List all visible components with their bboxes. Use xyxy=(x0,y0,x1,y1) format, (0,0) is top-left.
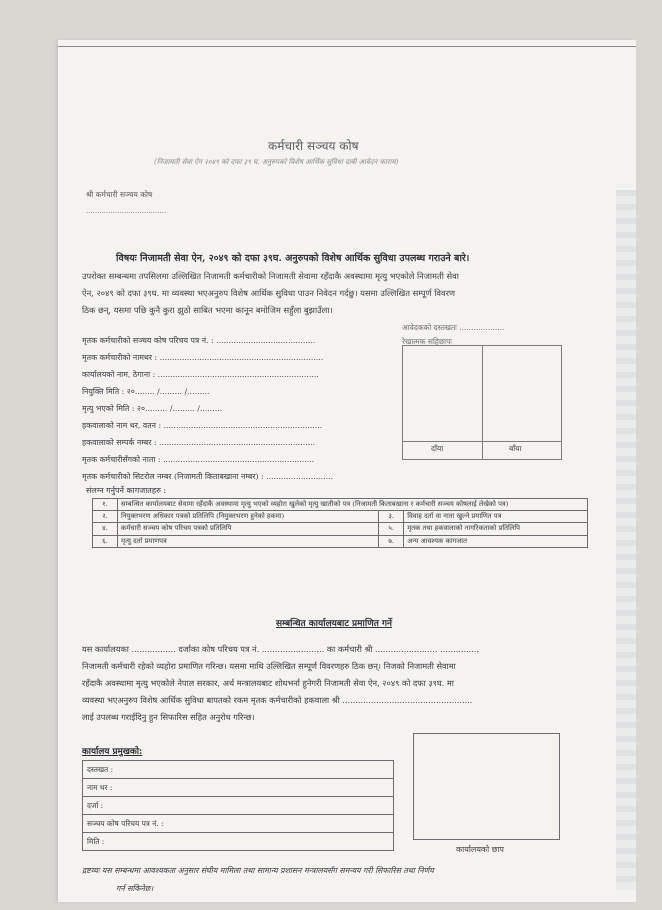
table-row xyxy=(93,499,588,511)
applicant-signature: आवेदकको दस्तखतः ................... xyxy=(402,323,505,332)
certification-line: व्यवस्था भएअनुरुप विशेष आर्थिक सुविधा बापतको रकम मृतक कर्मचारीको हकवाला श्री .................................................. xyxy=(82,695,473,705)
field-fund-id: मृतक कर्मचारीको सञ्चय कोष परिचय पत्र नं. : ........................................ xyxy=(82,336,316,345)
addressee: श्री कर्मचारी सञ्चय कोष xyxy=(86,190,153,199)
field-relation: मृतक कर्मचारीसँगको नाता : ............................................................. xyxy=(82,455,315,464)
doc-text: मृत्यु दर्ता प्रमाणपत्र xyxy=(118,535,379,547)
field-death-date: मृत्यु भएको मिति : २०......... /......... /......... xyxy=(82,404,223,413)
table-row xyxy=(83,761,394,779)
doc-text: मृतक तथा हकवालाको नागरिकताको प्रतिलिपि xyxy=(404,523,588,535)
note-line: गर्न सकिनेछ। xyxy=(116,884,154,893)
doc-text: अन्य आवश्यक कागजात xyxy=(404,535,588,547)
field-heir-contact: हकवालाको सम्पर्क नम्बर : ............................................................... xyxy=(82,438,316,447)
doc-number: २. xyxy=(93,511,118,523)
thumbprint-box xyxy=(402,345,562,460)
attachments-heading: संलग्न गर्नुपर्ने कागजातहरु : xyxy=(86,486,167,495)
form-title: कर्मचारी सञ्चय कोष xyxy=(268,139,359,153)
field-roll-number: मृतक कर्मचारीको सिटरोल नम्बर (निजामती किताबखाना नम्बर) : ........................... xyxy=(82,472,334,481)
table-row xyxy=(83,833,394,851)
doc-text: विवाह दर्ता वा नाता खुल्ने प्रमाणित पत्र xyxy=(404,511,588,523)
office-signature: दस्तखत : xyxy=(83,761,394,779)
doc-number: ३. xyxy=(379,511,404,523)
doc-text: सम्बन्धित कार्यालयबाट सेवामा रहँदाकै अवस्थामा मृत्यु भएको व्यहोरा खुलेको मृत्यु खातीको पत्र (निजामती किताबखाना र कर्मचारी सञ्चय कोषलाई लेखेको पत्र) xyxy=(118,499,588,511)
body-line: ठिक छन्, यसमा पछि कुनै कुरा झुठो साबित भएमा कानून बमोजिम सहुँला बुझाउँला। xyxy=(82,305,333,315)
table-row xyxy=(83,815,394,833)
doc-number: १. xyxy=(93,499,118,511)
thumb-divider xyxy=(482,346,483,459)
doc-number: ६. xyxy=(93,535,118,547)
note-line: द्रष्टव्यः यस सम्बन्धमा आवश्यकता अनुसार संघीय मामिला तथा सामान्य प्रशासन मन्त्रालयसँग समन्वय गरी सिफारिस तथा निर्णय xyxy=(82,866,434,875)
office-name: नाम थर : xyxy=(83,779,394,797)
office-fund-id: सञ्चय कोष परिचय पत्र नं. : xyxy=(83,815,394,833)
table-row xyxy=(93,511,588,523)
thumb-footer-rule xyxy=(403,441,561,442)
field-appointment-date: नियुक्ति मिति : २०........ /......... /......... xyxy=(82,387,210,396)
scan-edge xyxy=(616,190,636,890)
doc-number: ४. xyxy=(93,523,118,535)
office-stamp-label: कार्यालयको छाप xyxy=(456,845,504,854)
body-line: उपरोक्त सम्बन्धमा तपसिलमा उल्लिखित निजामती कर्मचारीको निजामती सेवामा रहँदाकै अवस्थामा मृत्यु भएकोले निजामती सेवा xyxy=(82,271,459,281)
office-head-table xyxy=(82,760,394,851)
certification-title: सम्बन्धित कार्यालयबाट प्रमाणित गर्ने xyxy=(276,619,393,629)
doc-text: नियुक्तभरण अधिकार पत्रको प्रतिलिपि (नियुक्तभरण हुनेको हकमा) xyxy=(118,511,379,523)
certification-line: रहँदाकै अवस्थामा मृत्यु भएकोले नेपाल सरकार, अर्थ मन्त्रालयबाट शोधभर्ना हुनेगरी निजामती सेवा ऐन, २०४९ को दफा ३९घ. मा xyxy=(82,678,454,688)
field-name: मृतक कर्मचारीको नामथर : .................................................................. xyxy=(82,353,324,362)
subject-line: विषयः निजामती सेवा ऐन, २०४९ को दफा ३९घ. अनुरुपको विशेष आर्थिक सुविधा उपलब्ध गराउने बारे। xyxy=(116,253,470,264)
certification-line: लाई उपलब्ध गराईदिनु हुन सिफारिस सहित अनुरोध गरिन्छ। xyxy=(82,712,255,722)
certification-line: यस कार्यालयका ................. दर्जाका कोष परिचय पत्र नं. ........................ का कर्मचारी श्री ........................ ............... xyxy=(82,644,480,654)
thumbprint-label: रेखात्मक सहिछापः xyxy=(402,337,452,346)
doc-number: ७. xyxy=(379,535,404,547)
form-subtitle: (निजामती सेवा ऐन २०४९ को दफा ३९ घ. अनुरुपको विशेष आर्थिक सुविधा दाबी आवेदन फाराम) xyxy=(154,158,399,166)
office-date: मिति : xyxy=(83,833,394,851)
table-row xyxy=(83,779,394,797)
doc-text: कर्मचारी सञ्चय कोष परिचय पत्रको प्रतिलिपि xyxy=(118,523,379,535)
doc-number: ५. xyxy=(379,523,404,535)
top-rule xyxy=(58,46,636,47)
attachments-table xyxy=(92,498,588,548)
field-office: कार्यालयको नाम, ठेगाना : ................................................................. xyxy=(82,370,319,379)
office-head-heading: कार्यालय प्रमुखको: xyxy=(82,747,143,757)
office-rank: दर्जा : xyxy=(83,797,394,815)
table-row xyxy=(93,535,588,547)
body-line: ऐन, २०४९ को दफा ३९घ. मा व्यवस्था भएअनुरुप विशेष आर्थिक सुविधा पाउन निवेदन गर्दछु। यसमा उल्लिखित सम्पूर्ण विवरण xyxy=(82,288,456,298)
field-heir-name: हकवालाको नाम थर, वतन : ................................................................ xyxy=(82,421,323,430)
form-sheet xyxy=(58,40,636,902)
certification-line: निजामती कर्मचारी रहेको व्यहोरा प्रमाणित गरिन्छ। यसमा माथि उल्लिखित सम्पूर्ण विवरणहरु ठिक छन्। निजको निजामती सेवामा xyxy=(82,661,456,671)
table-row xyxy=(83,797,394,815)
addressee-dots: .................................... xyxy=(86,207,167,215)
table-row xyxy=(93,523,588,535)
thumb-right-label: दाँया xyxy=(431,444,444,453)
office-stamp-box xyxy=(413,733,560,840)
thumb-left-label: बाँया xyxy=(509,444,522,453)
